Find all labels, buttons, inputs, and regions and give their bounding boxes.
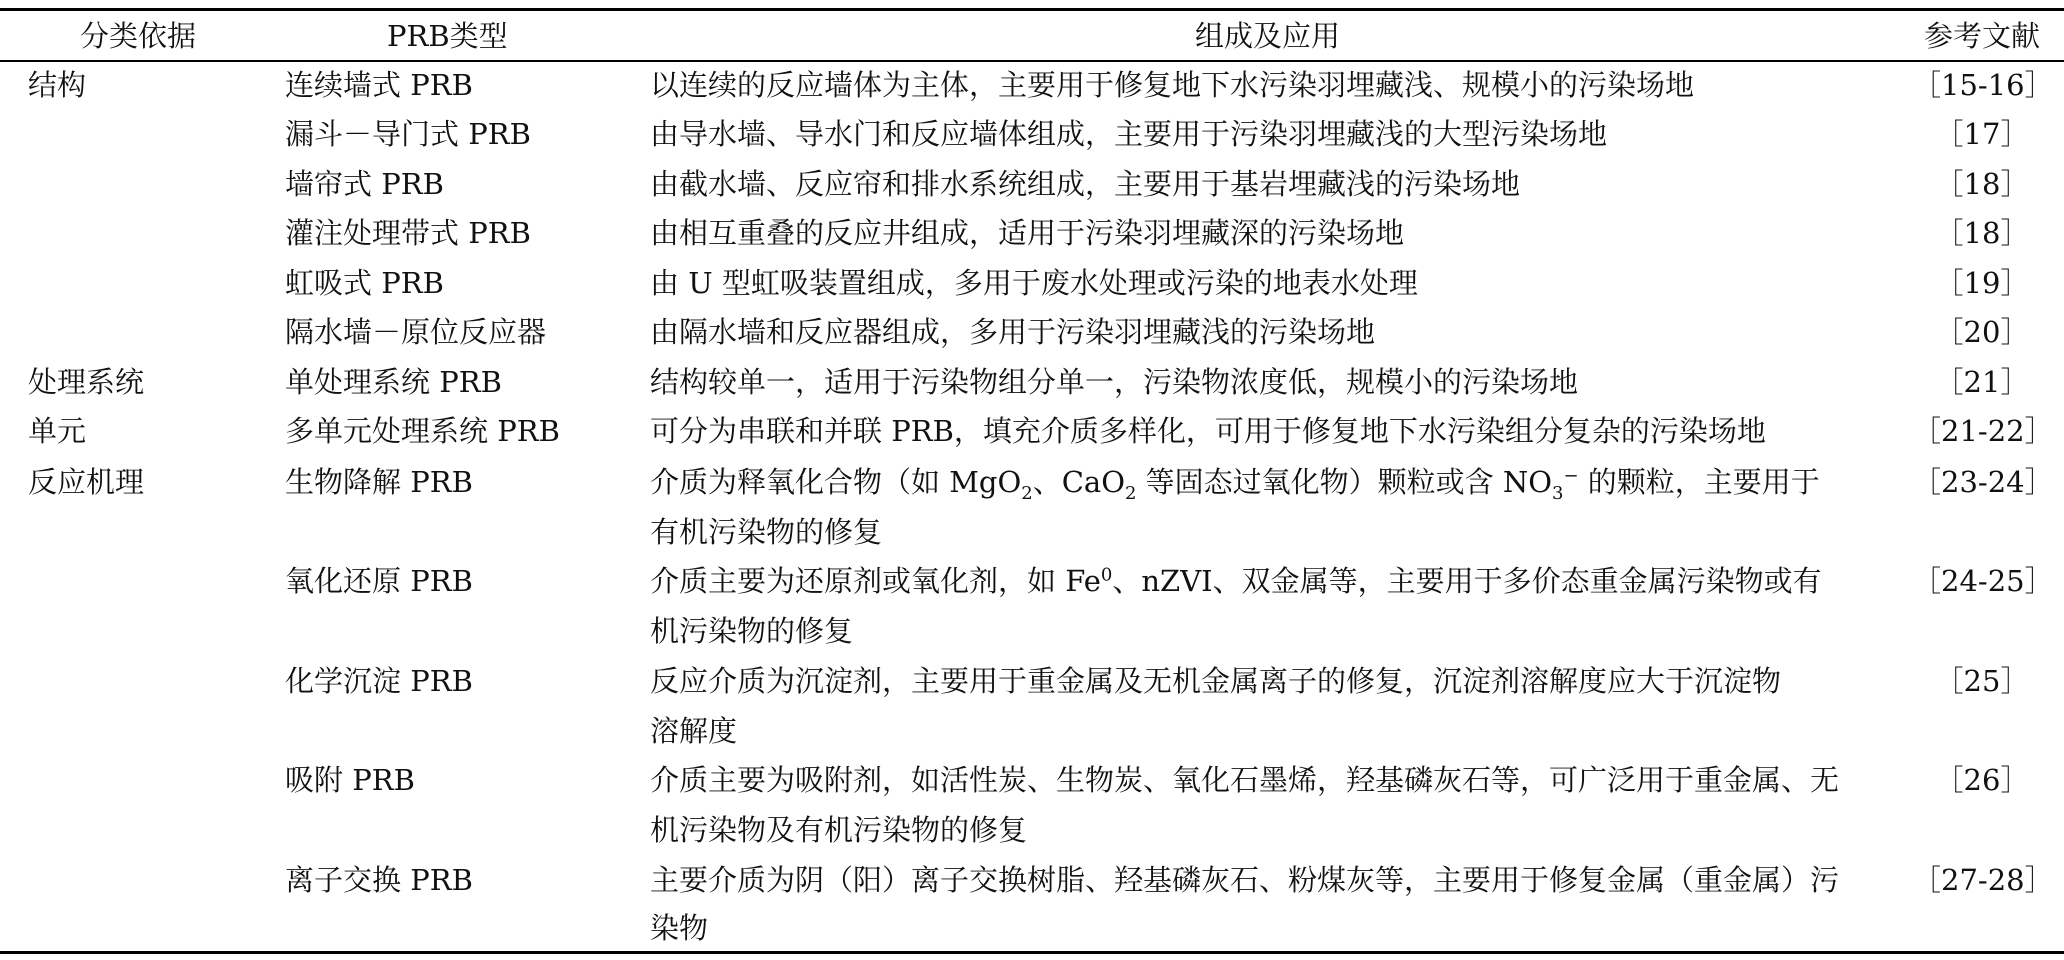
row-ref: ［25］: [1934, 664, 2030, 698]
row-type: 隔水墙－原位反应器: [285, 315, 547, 349]
mgo2-subscript: 2: [1021, 482, 1033, 504]
bottom-rule: [0, 951, 2064, 954]
row-desc-line2: 机污染物及有机污染物的修复: [650, 813, 1028, 847]
row-desc: 介质主要为吸附剂，如活性炭、生物炭、氧化石墨烯，羟基磷灰石等，可广泛用于重金属、无: [650, 763, 1840, 797]
row-desc-line2: 机污染物的修复: [650, 614, 854, 648]
row-ref: ［15-16］: [1912, 68, 2054, 102]
row-ref: ［24-25］: [1912, 564, 2054, 598]
row-desc: [650, 457, 1820, 507]
row-type: 连续墙式 PRB: [285, 68, 473, 102]
desc-part: 介质为释氧化合物（如 MgO: [650, 465, 1022, 499]
no3-subscript: 3: [1552, 482, 1564, 504]
fe0-superscript: 0: [1100, 564, 1113, 586]
category-structure: 结构: [28, 68, 87, 102]
row-type: 墙帘式 PRB: [285, 167, 444, 201]
category-system-line2: 单元: [28, 414, 87, 448]
row-ref: ［26］: [1934, 763, 2030, 797]
row-type: 多单元处理系统 PRB: [285, 414, 560, 448]
row-type: 化学沉淀 PRB: [285, 664, 473, 698]
row-type: 漏斗－导门式 PRB: [285, 117, 531, 151]
row-type: 生物降解 PRB: [285, 465, 473, 499]
row-desc: 由相互重叠的反应井组成，适用于污染羽埋藏深的污染场地: [650, 216, 1405, 250]
row-desc: 由截水墙、反应帘和排水系统组成，主要用于基岩埋藏浅的污染场地: [650, 167, 1521, 201]
header-composition: 组成及应用: [1195, 19, 1341, 53]
row-desc: 由 U 型虹吸装置组成，多用于废水处理或污染的地表水处理: [650, 266, 1418, 300]
row-ref: ［19］: [1934, 266, 2030, 300]
header-references: 参考文献: [1924, 19, 2041, 53]
row-desc: 以连续的反应墙体为主体，主要用于修复地下水污染羽埋藏浅、规模小的污染场地: [650, 68, 1695, 102]
row-desc: 主要介质为阴（阳）离子交换树脂、羟基磷灰石、粉煤灰等，主要用于修复金属（重金属）污: [650, 863, 1840, 897]
row-ref: ［20］: [1934, 315, 2030, 349]
desc-part: 、nZVI、双金属等，主要用于多价态重金属污染物或有: [1112, 564, 1822, 598]
row-desc: 反应介质为沉淀剂，主要用于重金属及无机金属离子的修复，沉淀剂溶解度应大于沉淀物: [650, 664, 1782, 698]
row-desc-line2: 溶解度: [650, 714, 738, 748]
row-desc: 由隔水墙和反应器组成，多用于污染羽埋藏浅的污染场地: [650, 315, 1376, 349]
row-ref: ［18］: [1934, 216, 2030, 250]
cao2-subscript: 2: [1124, 482, 1137, 504]
row-ref: ［21］: [1934, 365, 2030, 399]
row-ref: ［23-24］: [1912, 465, 2054, 499]
row-type: 氧化还原 PRB: [285, 564, 473, 598]
desc-part: 介质主要为还原剂或氧化剂，如 Fe: [650, 564, 1101, 598]
row-type: 离子交换 PRB: [285, 863, 473, 897]
row-type: 灌注处理带式 PRB: [285, 216, 531, 250]
top-rule: [0, 8, 2064, 11]
row-ref: ［27-28］: [1912, 863, 2054, 897]
row-ref: ［21-22］: [1912, 414, 2054, 448]
row-desc: 由导水墙、导水门和反应墙体组成，主要用于污染羽埋藏浅的大型污染场地: [650, 117, 1608, 151]
row-ref: ［18］: [1934, 167, 2030, 201]
header-type: PRB类型: [387, 19, 508, 53]
row-type: 单处理系统 PRB: [285, 365, 502, 399]
desc-part: 的颗粒，主要用于: [1578, 465, 1820, 499]
row-desc: [650, 556, 1822, 606]
desc-part: 等固态过氧化物）颗粒或含 NO: [1136, 465, 1553, 499]
row-desc: 可分为串联和并联 PRB，填充介质多样化，可用于修复地下水污染组分复杂的污染场地: [650, 414, 1766, 448]
row-ref: ［17］: [1934, 117, 2030, 151]
header-basis: 分类依据: [80, 19, 197, 53]
row-type: 虹吸式 PRB: [285, 266, 444, 300]
row-type: 吸附 PRB: [285, 763, 415, 797]
row-desc-line2: 有机污染物的修复: [650, 515, 883, 549]
category-system-line1: 处理系统: [28, 365, 145, 399]
row-desc-line2: 染物: [650, 911, 709, 945]
no3-superscript: −: [1563, 465, 1579, 487]
desc-part: 、CaO: [1032, 465, 1125, 499]
category-mechanism: 反应机理: [28, 465, 145, 499]
row-desc: 结构较单一，适用于污染物组分单一，污染物浓度低，规模小的污染场地: [650, 365, 1579, 399]
